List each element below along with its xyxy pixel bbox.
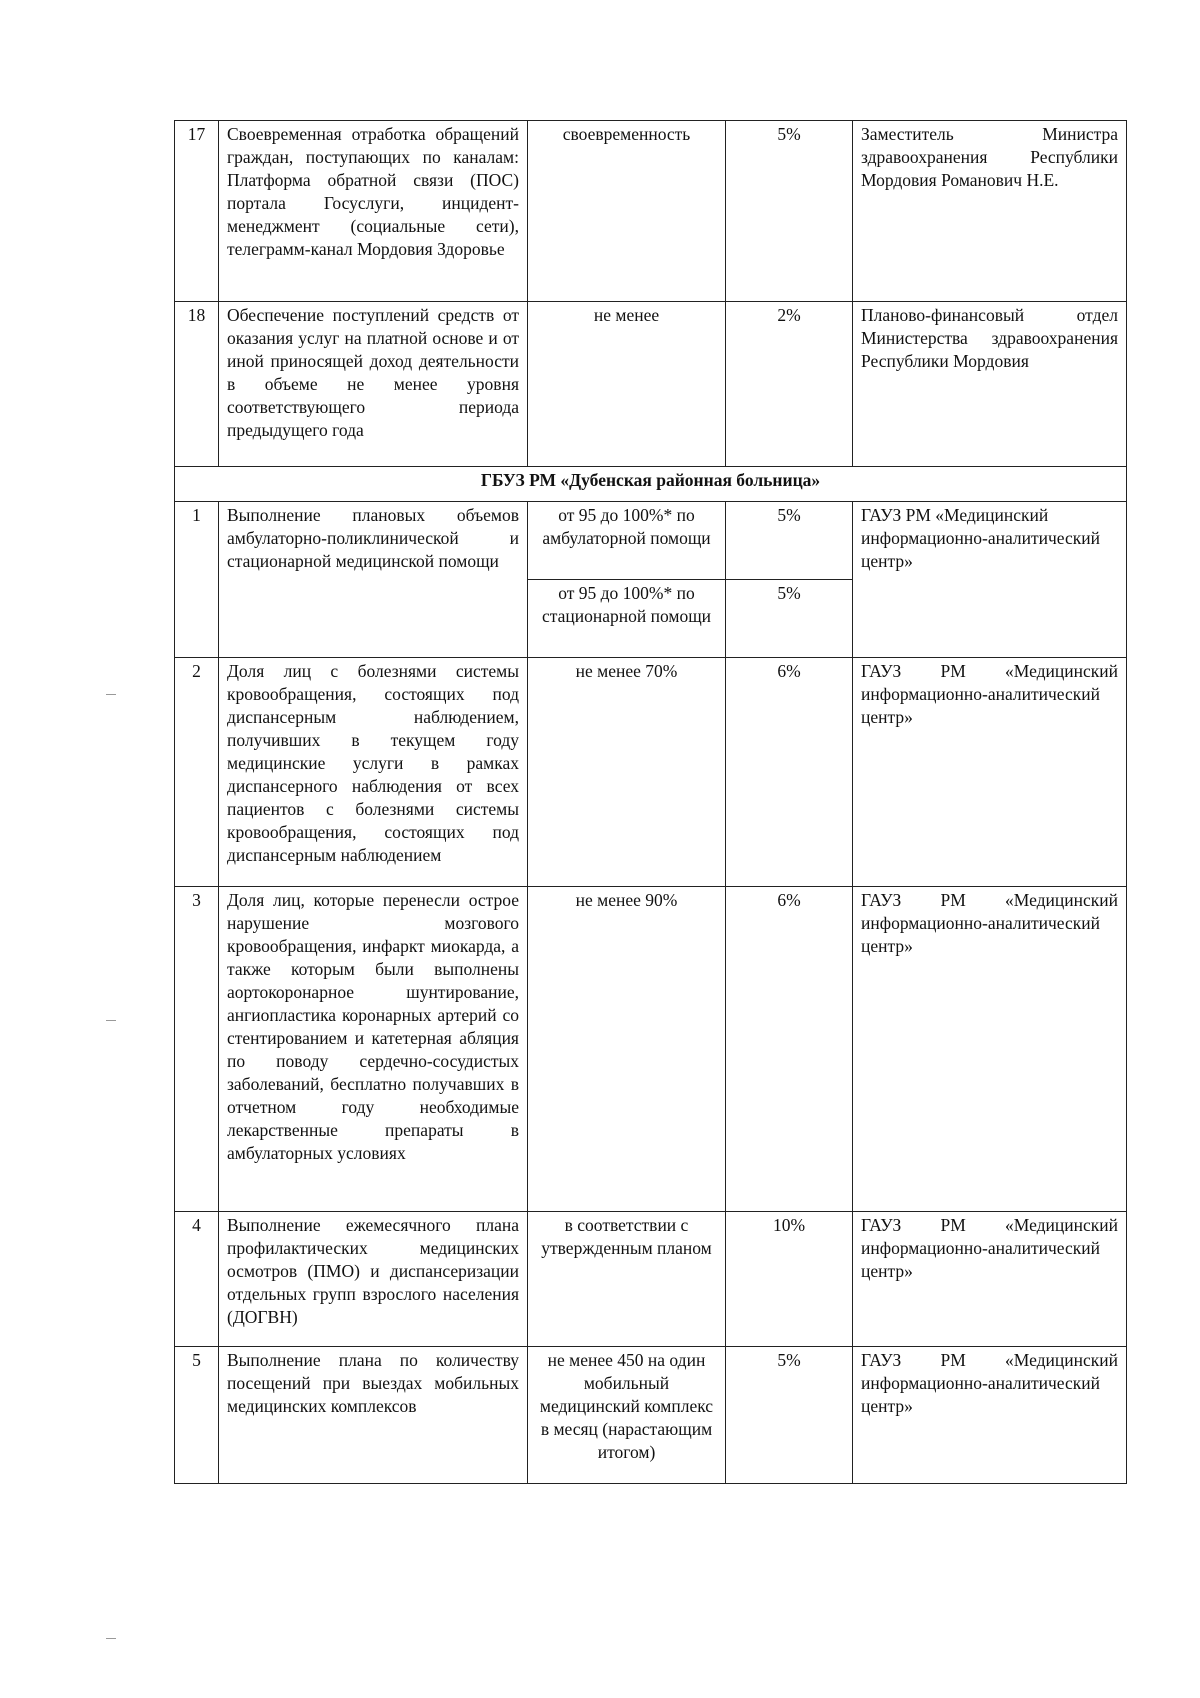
table-row (175, 658, 1127, 887)
criterion-cell: Выполнение плана по количеству посещений при выездах мобильных медицинских комплексов (219, 1347, 528, 1484)
indicators-table (174, 120, 1127, 1484)
table-row (175, 1347, 1127, 1484)
table-row (175, 302, 1127, 467)
weight-cell: 6% (726, 887, 853, 1212)
target-value-cell: не менее (528, 302, 726, 467)
target-value-cell: своевременность (528, 121, 726, 302)
responsible-cell: ГАУЗ РМ «Медицинский информационно-аналитический центр» (853, 502, 1127, 658)
scan-mark (106, 1638, 116, 1639)
target-value-cell: не менее 450 на один мобильный медицинский комплекс в месяц (нарастающим итогом) (528, 1347, 726, 1484)
table-row (175, 121, 1127, 302)
weight-cell: 2% (726, 302, 853, 467)
target-value-cell: от 95 до 100%* по стационарной помощи (528, 580, 726, 658)
weight-cell: 6% (726, 658, 853, 887)
table-row (175, 502, 1127, 580)
responsible-cell: ГАУЗ РМ «Медицинский информационно-аналитический центр» (853, 658, 1127, 887)
row-number: 3 (175, 887, 219, 1212)
target-value-cell: от 95 до 100%* по амбулаторной помощи (528, 502, 726, 580)
responsible-cell: ГАУЗ РМ «Медицинский информационно-аналитический центр» (853, 1347, 1127, 1484)
criterion-cell: Выполнение ежемесячного плана профилактических медицинских осмотров (ПМО) и диспансеризации отдельных групп взрослого населения (ДОГВН) (219, 1212, 528, 1347)
target-value-cell: не менее 70% (528, 658, 726, 887)
row-number: 1 (175, 502, 219, 658)
row-number: 5 (175, 1347, 219, 1484)
weight-cell: 5% (726, 121, 853, 302)
weight-cell: 5% (726, 580, 853, 658)
scan-mark (106, 1020, 116, 1021)
responsible-cell: Заместитель Министра здравоохранения Республики Мордовия Романович Н.Е. (853, 121, 1127, 302)
weight-cell: 5% (726, 502, 853, 580)
scan-mark (106, 694, 116, 695)
table-row (175, 887, 1127, 1212)
target-value-cell: не менее 90% (528, 887, 726, 1212)
row-number: 17 (175, 121, 219, 302)
weight-cell: 5% (726, 1347, 853, 1484)
criterion-cell: Своевременная отработка обращений граждан, поступающих по каналам: Платформа обратной связи (ПОС) портала Госуслуги, инцидент-менеджмент (социальные сети), телеграмм-канал Мордовия Здоровье (219, 121, 528, 302)
criterion-cell: Обеспечение поступлений средств от оказания услуг на платной основе и от иной приносящей доход деятельности в объеме не менее уровня соответствующего периода предыдущего года (219, 302, 528, 467)
row-number: 18 (175, 302, 219, 467)
criterion-cell: Выполнение плановых объемов амбулаторно-поликлинической и стационарной медицинской помощи (219, 502, 528, 658)
target-value-cell: в соответствии с утвержденным планом (528, 1212, 726, 1347)
responsible-cell: ГАУЗ РМ «Медицинский информационно-аналитический центр» (853, 887, 1127, 1212)
criterion-cell: Доля лиц, которые перенесли острое нарушение мозгового кровообращения, инфаркт миокарда, а также которым были выполнены аортокоронарное шунтирование, ангиопластика коронарных артерий со стентированием и катетерная абляция по поводу сердечно-сосудистых заболеваний, бесплатно получавших в отчетном году необходимые лекарственные препараты в амбулаторных условиях (219, 887, 528, 1212)
criterion-cell: Доля лиц с болезнями системы кровообращения, состоящих под диспансерным наблюдением, получивших в текущем году медицинские услуги в рамках диспансерного наблюдения от всех пациентов с болезнями системы кровообращения, состоящих под диспансерным наблюдением (219, 658, 528, 887)
row-number: 4 (175, 1212, 219, 1347)
row-number: 2 (175, 658, 219, 887)
responsible-cell: Планово-финансовый отдел Министерства здравоохранения Республики Мордовия (853, 302, 1127, 467)
table-row (175, 1212, 1127, 1347)
responsible-cell: ГАУЗ РМ «Медицинский информационно-аналитический центр» (853, 1212, 1127, 1347)
weight-cell: 10% (726, 1212, 853, 1347)
section-row (175, 467, 1127, 502)
section-title: ГБУЗ РМ «Дубенская районная больница» (175, 467, 1127, 502)
